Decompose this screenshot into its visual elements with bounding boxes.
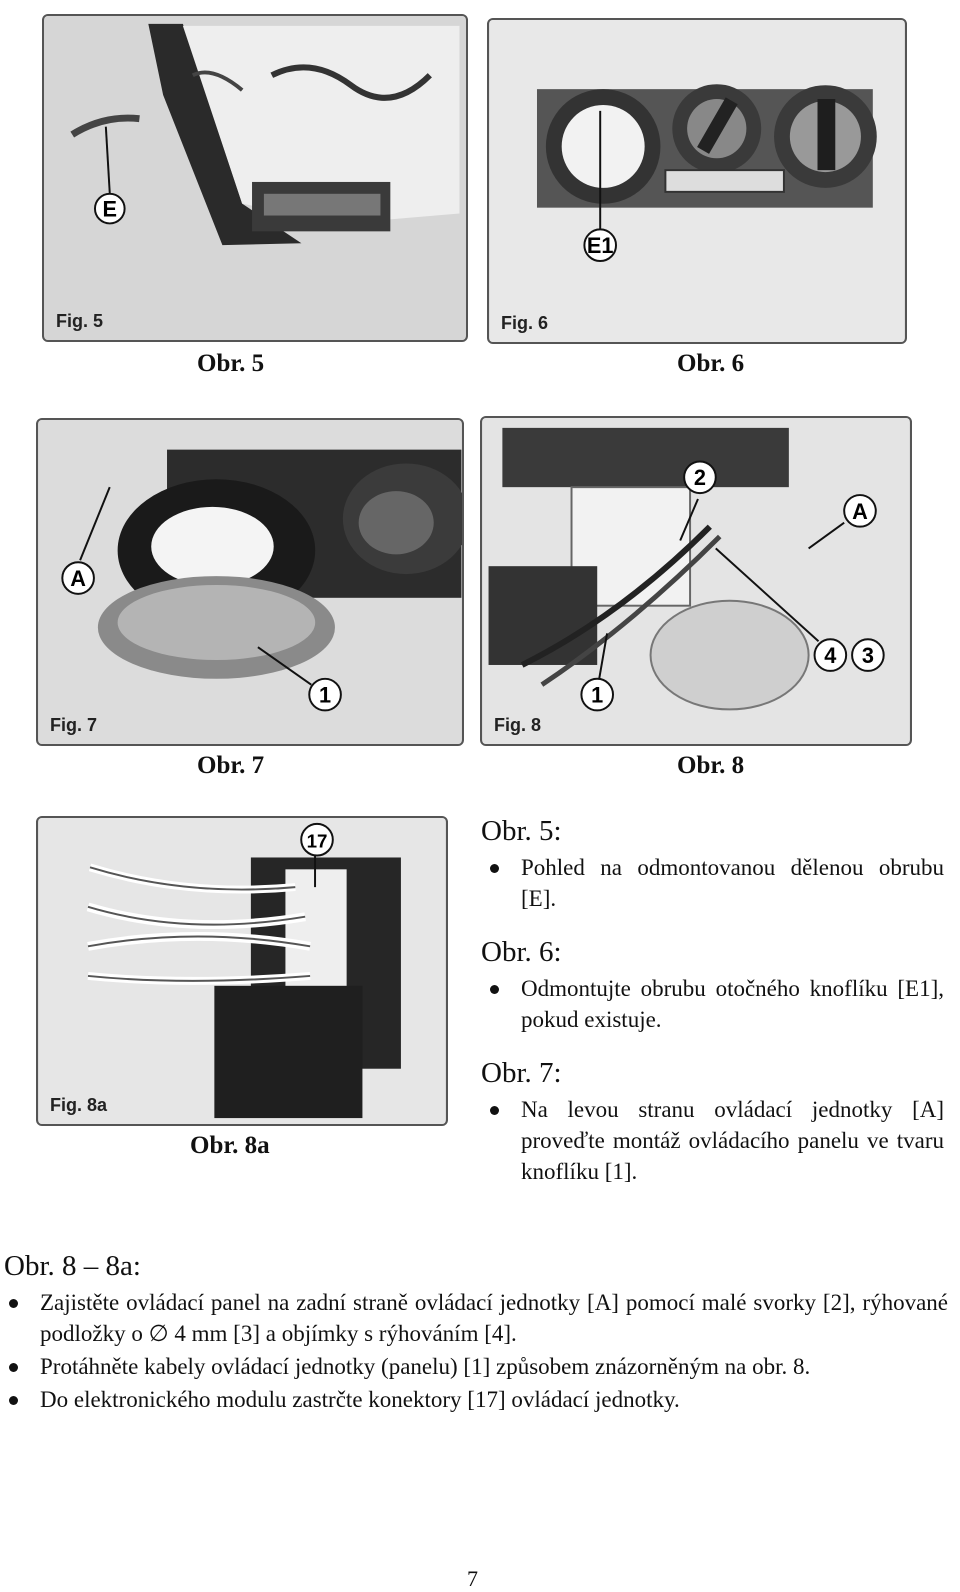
list-item: Do elektronického modulu zastrčte konektory [17] ovládací jednotky.: [40, 1384, 948, 1415]
figure-6-label: Fig. 6: [501, 313, 549, 333]
figure-8a: [36, 816, 448, 1126]
figure-8a-image: [38, 818, 446, 1124]
callout-A: A: [852, 498, 868, 524]
callout-3: 3: [861, 642, 874, 668]
figure-5-label: Fig. 5: [56, 311, 104, 331]
caption-obr-8a: Obr. 8a: [190, 1132, 270, 1159]
callout-2: 2: [693, 465, 706, 491]
section-obr-6-list: [521, 973, 944, 1035]
list-item: Pohled na odmontovanou dělenou obrubu [E].: [521, 852, 944, 914]
callout-A: A: [70, 565, 86, 591]
caption-obr-7: Obr. 7: [197, 752, 265, 779]
figure-8-label: Fig. 8: [494, 715, 542, 735]
figure-8-image: [482, 418, 910, 744]
list-item: Na levou stranu ovládací jednotky [A] proveďte montáž ovládacího panelu ve tvaru knoflíku [1].: [521, 1094, 944, 1187]
page-number: 7: [467, 1566, 478, 1591]
caption-obr-8: Obr. 8: [677, 752, 745, 779]
section-obr-8-list: [40, 1287, 948, 1415]
callout-1: 1: [591, 682, 604, 708]
callout-E1: E1: [586, 233, 614, 259]
section-obr-7-heading: Obr. 7:: [481, 1057, 562, 1089]
caption-obr-6: Obr. 6: [677, 350, 745, 377]
callout-17: 17: [306, 830, 328, 852]
figure-7-label: Fig. 7: [50, 715, 98, 735]
list-item: Protáhněte kabely ovládací jednotky (panelu) [1] způsobem znázorněným na obr. 8.: [40, 1351, 948, 1382]
list-item: Zajistěte ovládací panel na zadní straně ovládací jednotky [A] pomocí malé svorky [2], rýhované podložky o ∅ 4 mm [3] a objímky s rýhováním [4].: [40, 1287, 948, 1349]
figure-8: [480, 416, 912, 746]
caption-obr-5: Obr. 5: [197, 350, 265, 377]
section-obr-5-list: [521, 852, 944, 914]
section-obr-8-heading: Obr. 8 – 8a:: [4, 1250, 141, 1282]
callout-E: E: [102, 196, 118, 222]
callout-4: 4: [824, 642, 837, 668]
section-obr-6-heading: Obr. 6:: [481, 936, 562, 968]
callout-1: 1: [319, 682, 332, 708]
figure-7: [36, 418, 464, 746]
section-obr-5-heading: Obr. 5:: [481, 815, 562, 847]
figure-7-image: [38, 420, 462, 744]
figure-6-image: [489, 20, 905, 342]
figure-8a-label: Fig. 8a: [50, 1095, 108, 1115]
figure-5: [42, 14, 468, 342]
figure-6: [487, 18, 907, 344]
section-obr-7-list: [521, 1094, 944, 1187]
figure-5-image: [44, 16, 466, 340]
list-item: Odmontujte obrubu otočného knoflíku [E1], pokud existuje.: [521, 973, 944, 1035]
